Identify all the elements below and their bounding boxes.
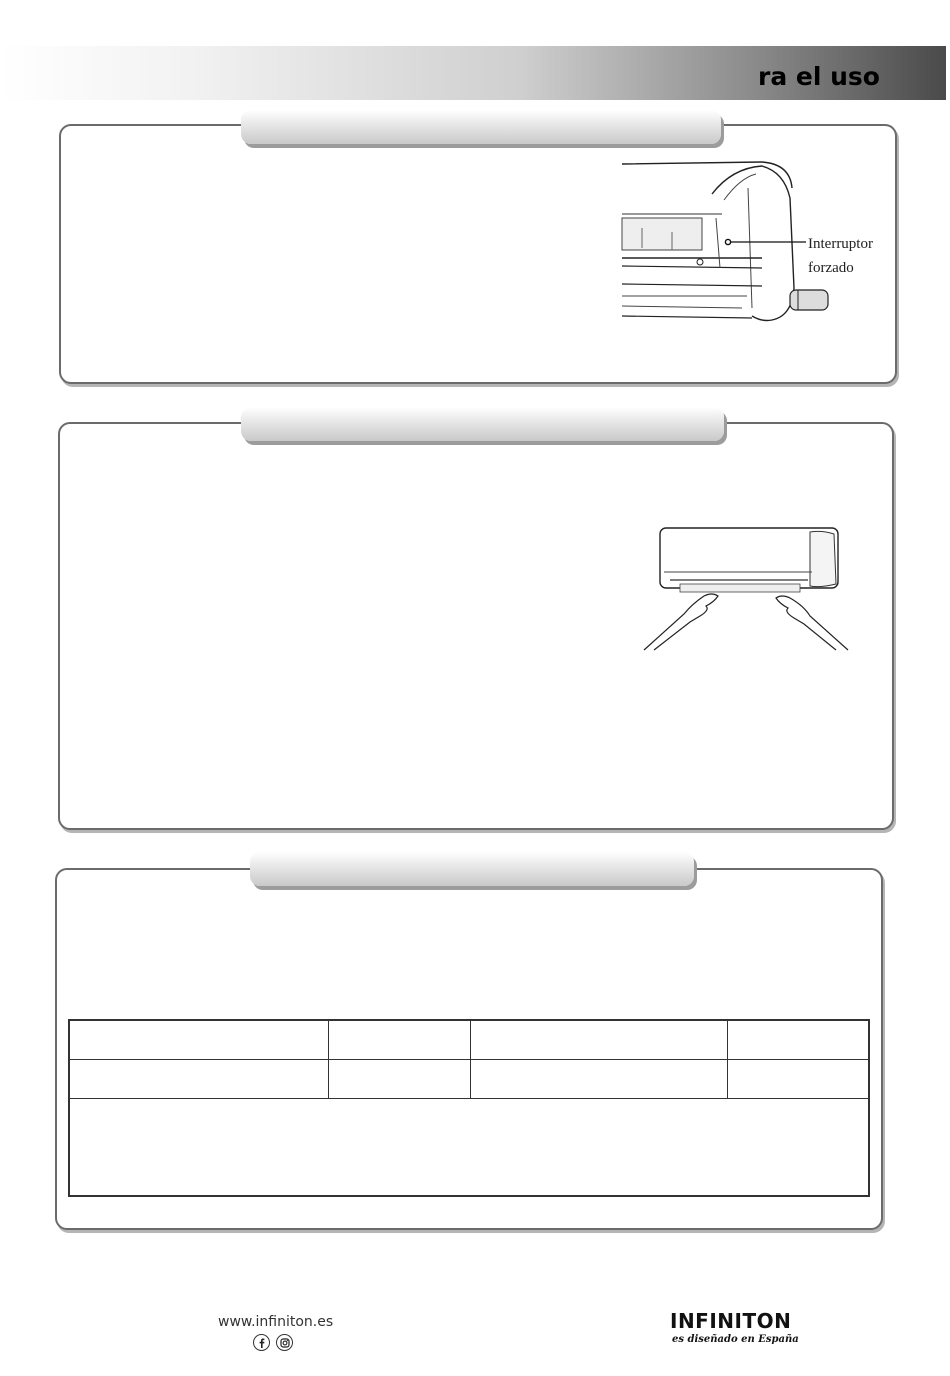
table-col-divider-1 xyxy=(328,1021,329,1099)
instagram-icon[interactable] xyxy=(276,1334,293,1351)
figure-label-interruptor: Interruptor xyxy=(808,236,873,252)
section-tab-1 xyxy=(241,110,721,144)
brand-tagline: es diseñado en España xyxy=(672,1334,799,1345)
figure-label-forzado: forzado xyxy=(808,260,854,276)
footer-website[interactable]: www.infiniton.es xyxy=(218,1314,334,1330)
page-title: ra el uso xyxy=(758,62,880,91)
indoor-unit-hands-illustration xyxy=(640,518,852,654)
table-row-divider-2 xyxy=(70,1098,868,1099)
brand-logo: INFINITON xyxy=(670,1309,792,1333)
table-row-divider-1 xyxy=(70,1059,868,1060)
facebook-icon[interactable] xyxy=(253,1334,270,1351)
spec-table xyxy=(68,1019,870,1197)
section-tab-2 xyxy=(241,407,724,441)
table-col-divider-3 xyxy=(727,1021,728,1099)
section-tab-3 xyxy=(250,852,694,886)
indoor-unit-side-illustration xyxy=(612,158,884,328)
table-col-divider-2 xyxy=(470,1021,471,1099)
